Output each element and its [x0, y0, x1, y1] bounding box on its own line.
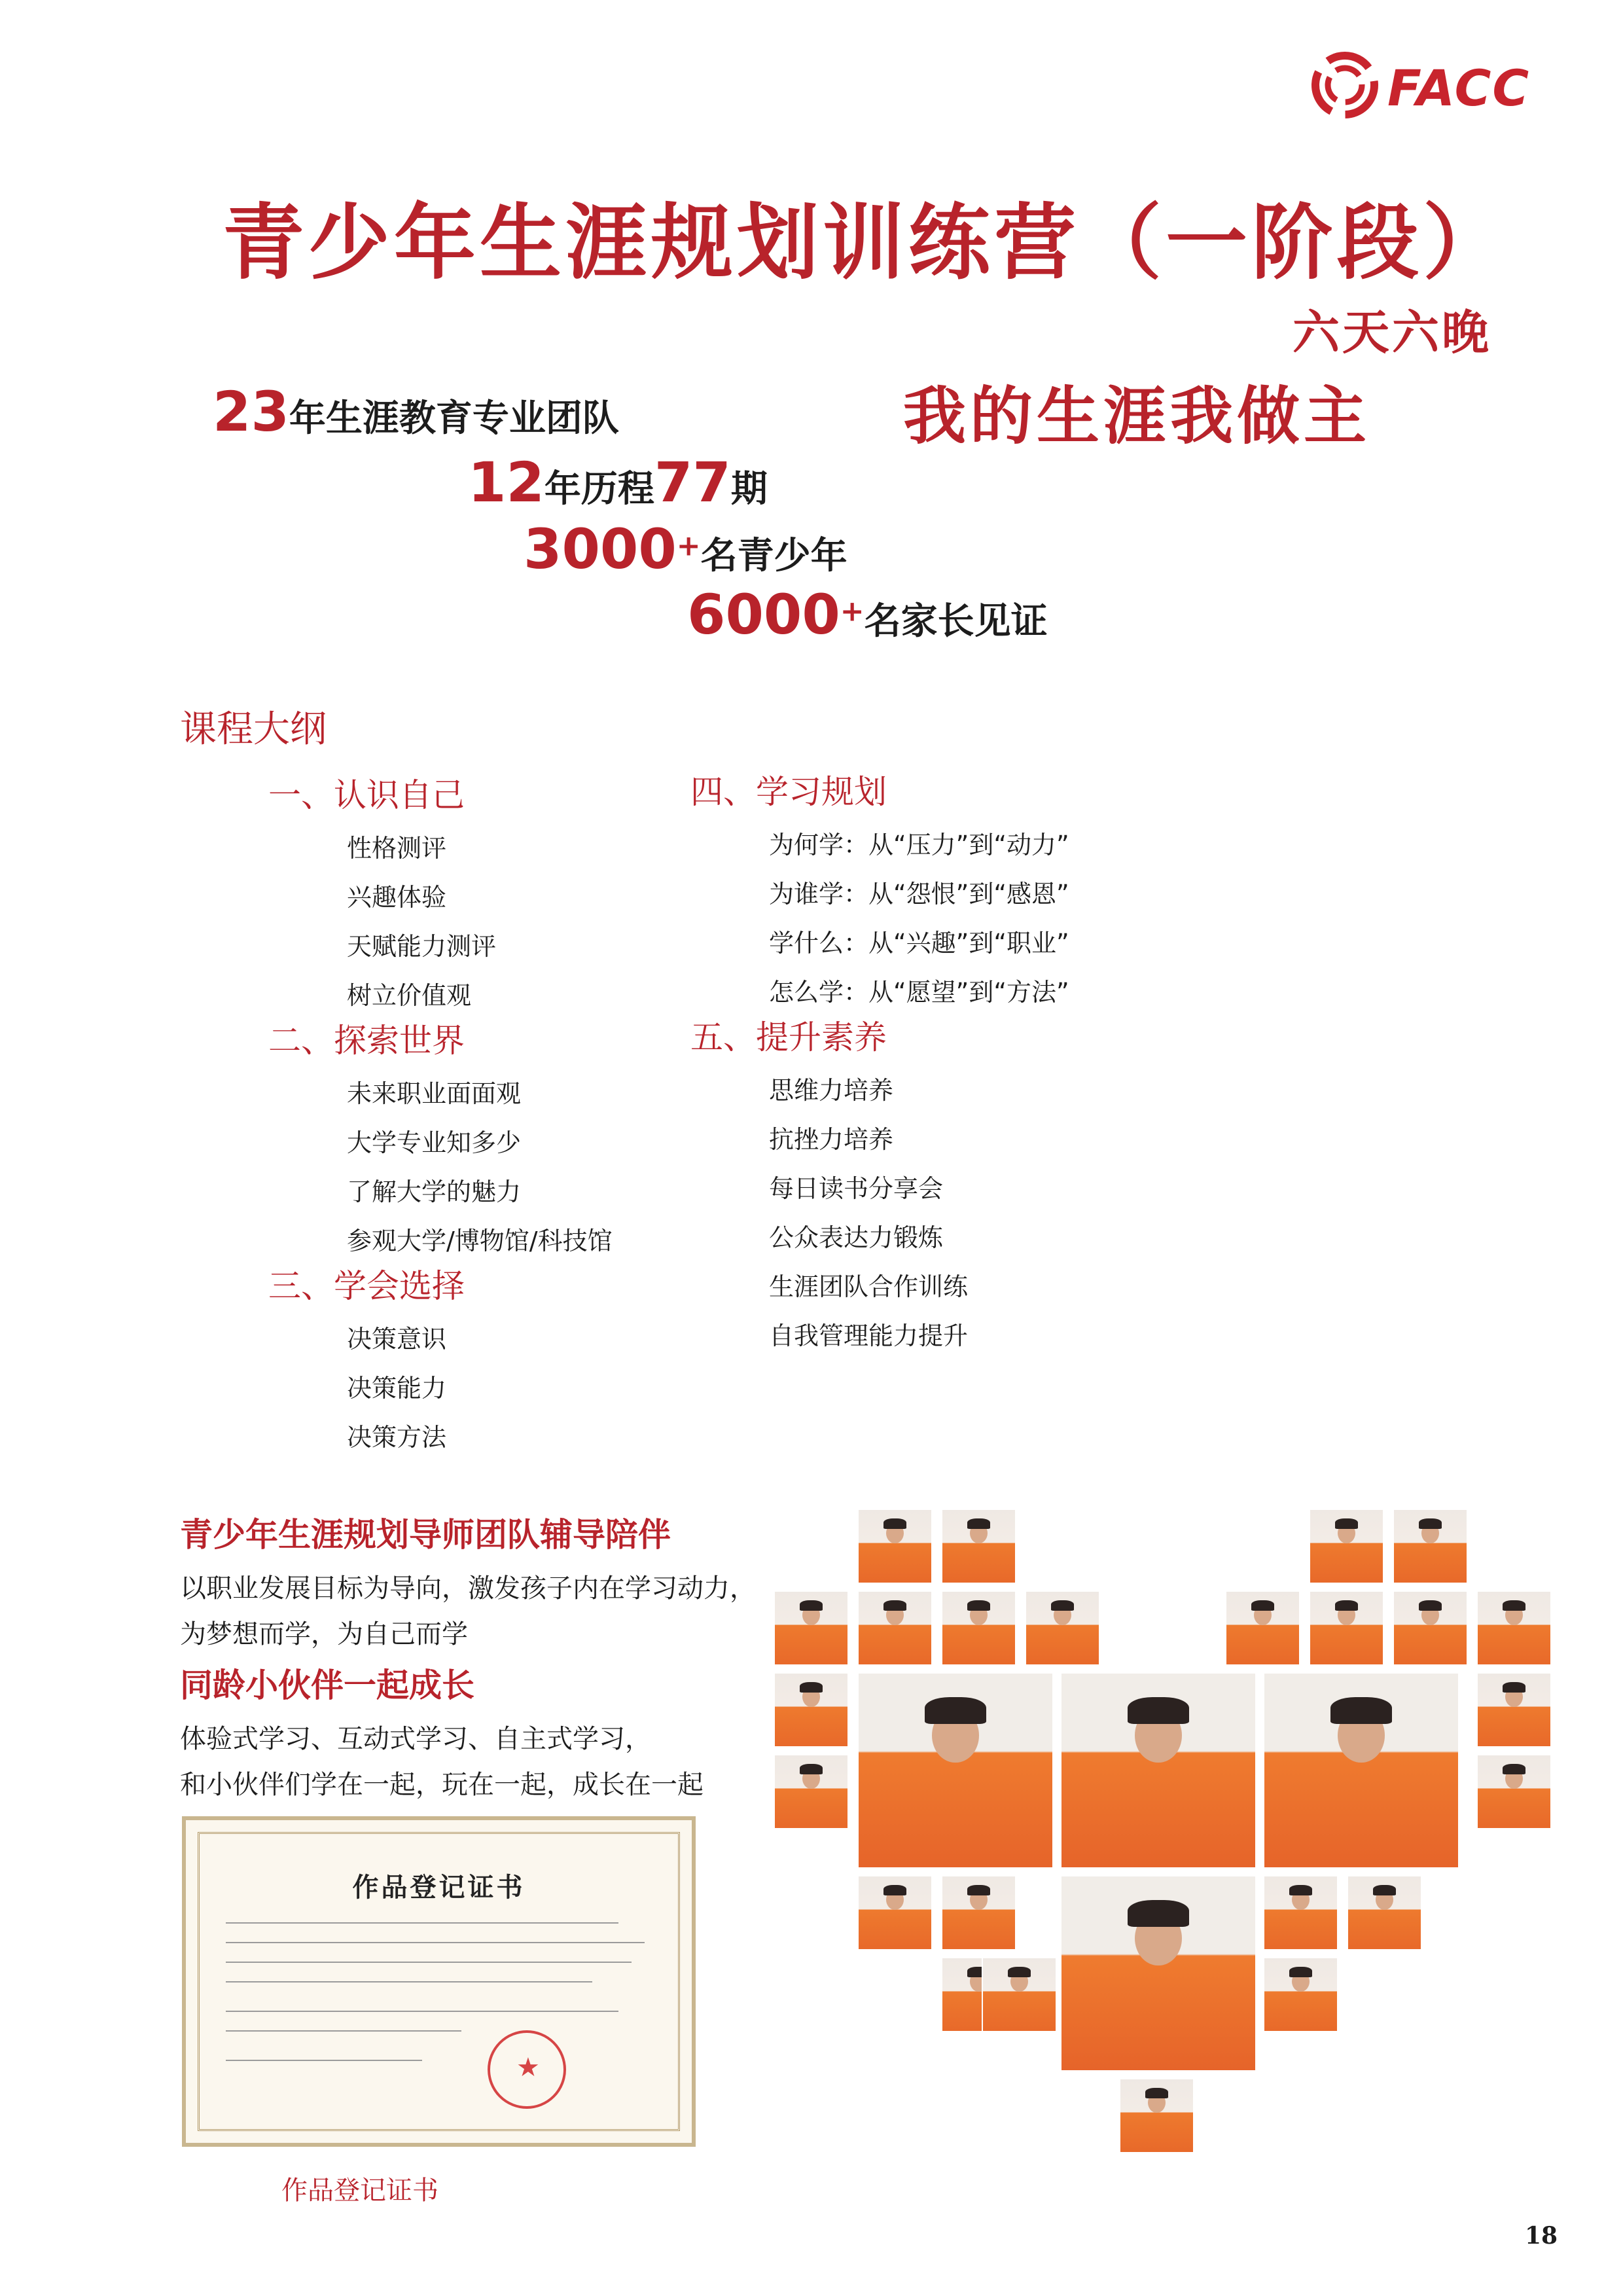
certificate-caption: 作品登记证书 — [281, 2176, 438, 2206]
photo — [941, 1509, 1016, 1584]
outline-heading: 课程大纲 — [180, 708, 327, 751]
photo-collage-heart — [766, 1505, 1577, 2212]
list-item: 生涯团队合作训练 — [769, 1272, 969, 1301]
stat-teens — [524, 517, 847, 581]
certificate-border — [198, 1832, 680, 2131]
facc-logo — [1309, 46, 1544, 137]
photo — [774, 1672, 849, 1748]
photo-large — [1060, 1875, 1257, 2072]
page-number: 18 — [1525, 2222, 1558, 2250]
photo — [774, 1754, 849, 1829]
photo — [857, 1590, 933, 1666]
list-item: 抗挫力培养 — [769, 1125, 894, 1154]
stat-text: 名家长见证 — [864, 600, 1048, 643]
photo — [1476, 1590, 1552, 1666]
certificate-text-line — [226, 1922, 618, 1924]
outline-left-column — [268, 769, 726, 1456]
duration-subtitle: 六天六晚 — [1293, 305, 1492, 360]
certificate-text-line — [226, 2060, 422, 2061]
list-item: 了解大学的魅力 — [347, 1177, 522, 1206]
list-item: 为何学：从“压力”到“动力” — [769, 831, 1069, 859]
list-item: 天赋能力测评 — [347, 932, 497, 961]
photo — [857, 1875, 933, 1950]
logo-text: FACC — [1387, 59, 1531, 117]
stat-text: 年历程 — [544, 468, 654, 511]
photo — [774, 1590, 849, 1666]
stat-number: 3000 — [524, 517, 677, 581]
photo — [1025, 1590, 1100, 1666]
swirl-logo-icon — [1309, 49, 1381, 121]
stat-number: 23 — [213, 380, 289, 444]
photo — [1263, 1875, 1338, 1950]
photo-large — [1060, 1672, 1257, 1869]
stat-team-years — [213, 380, 619, 444]
certificate-text-line — [226, 2030, 461, 2032]
photo — [1347, 1875, 1422, 1950]
photo — [1309, 1590, 1384, 1666]
list-item: 参观大学/博物馆/科技馆 — [347, 1227, 613, 1255]
photo — [941, 1875, 1016, 1950]
stat-number: 77 — [654, 450, 731, 514]
section-title: 五、提升素养 — [690, 1018, 887, 1056]
list-item: 兴趣体验 — [347, 883, 447, 912]
mentor-text: 为梦想而学，为自己而学 — [180, 1619, 468, 1649]
stat-number: 12 — [468, 450, 544, 514]
stat-history — [468, 450, 768, 514]
photo — [1309, 1509, 1384, 1584]
page-title: 青少年生涯规划训练营（一阶段） — [223, 196, 1508, 291]
list-item: 未来职业面面观 — [347, 1079, 522, 1108]
stat-text: 名青少年 — [700, 535, 847, 577]
seal-icon — [488, 2030, 566, 2109]
peers-text: 体验式学习、互动式学习、自主式学习， — [180, 1724, 651, 1754]
section-title: 三、学会选择 — [268, 1267, 465, 1305]
certificate-text-line — [226, 1962, 632, 1963]
stat-plus: + — [676, 529, 701, 563]
certificate-text-line — [226, 1981, 592, 1982]
photo — [1263, 1957, 1338, 2032]
photo — [941, 1590, 1016, 1666]
list-item: 树立价值观 — [347, 981, 472, 1010]
stat-plus: + — [840, 594, 865, 628]
list-item: 决策方法 — [347, 1423, 447, 1452]
photo — [1119, 2078, 1194, 2153]
photo — [1393, 1509, 1468, 1584]
list-item: 决策意识 — [347, 1325, 447, 1354]
list-item: 性格测评 — [347, 834, 447, 863]
list-item: 公众表达力锻炼 — [769, 1223, 944, 1252]
stat-parents — [687, 583, 1048, 647]
photo-large — [857, 1672, 1054, 1869]
section-title: 二、探索世界 — [268, 1022, 465, 1060]
list-item: 决策能力 — [347, 1374, 447, 1403]
peers-heading: 同龄小伙伴一起成长 — [180, 1666, 474, 1704]
list-item: 为谁学：从“怨恨”到“感恩” — [769, 880, 1069, 908]
list-item: 学什么：从“兴趣”到“职业” — [769, 929, 1069, 958]
photo — [857, 1509, 933, 1584]
slogan: 我的生涯我做主 — [903, 380, 1370, 453]
list-item: 怎么学：从“愿望”到“方法” — [769, 978, 1069, 1007]
certificate-image — [182, 1816, 696, 2147]
list-item: 大学专业知多少 — [347, 1128, 522, 1157]
photo — [1393, 1590, 1468, 1666]
stat-text: 年生涯教育专业团队 — [289, 397, 619, 440]
photo — [1476, 1672, 1552, 1748]
stat-number: 6000 — [687, 583, 840, 647]
list-item: 每日读书分享会 — [769, 1174, 944, 1203]
certificate-title: 作品登记证书 — [352, 1872, 526, 1903]
mentor-heading: 青少年生涯规划导师团队辅导陪伴 — [180, 1516, 671, 1554]
outline-right-column — [690, 766, 1149, 1355]
list-item: 自我管理能力提升 — [769, 1321, 969, 1350]
certificate-text-line — [226, 1942, 645, 1943]
mentor-text: 以职业发展目标为导向，激发孩子内在学习动力， — [180, 1573, 756, 1604]
certificate-text-line — [226, 2011, 618, 2012]
photo — [1225, 1590, 1300, 1666]
section-title: 一、认识自己 — [268, 776, 465, 814]
peers-text: 和小伙伴们学在一起，玩在一起，成长在一起 — [180, 1770, 704, 1800]
photo — [982, 1957, 1057, 2032]
photo — [1476, 1754, 1552, 1829]
stat-text: 期 — [730, 468, 768, 511]
list-item: 思维力培养 — [769, 1076, 894, 1105]
photo-large — [1263, 1672, 1459, 1869]
section-title: 四、学习规划 — [690, 773, 887, 811]
